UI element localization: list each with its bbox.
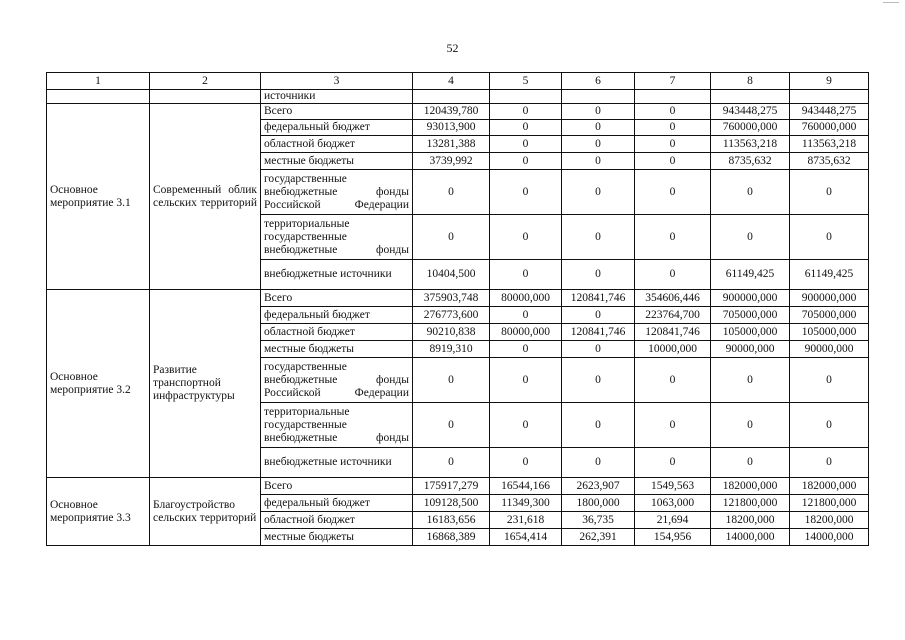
value-cell: 16183,656 [413,512,490,529]
value-cell: 0 [635,448,711,478]
empty-cell [150,90,261,104]
value-cell: 11349,300 [490,495,562,512]
value-cell: 375903,748 [413,290,490,307]
value-cell: 0 [413,170,490,215]
value-cell: 262,391 [562,529,635,546]
value-cell: 90000,000 [790,341,869,358]
table-body [47,73,869,546]
value-cell: 2623,907 [562,478,635,495]
source-cell: территориальные государственные внебюджетные фонды [261,215,413,260]
empty-cell [790,90,869,104]
empty-cell [562,90,635,104]
value-cell: 61149,425 [790,260,869,290]
source-cell: Всего [261,104,413,120]
value-cell: 0 [490,260,562,290]
value-cell: 0 [490,307,562,324]
value-cell: 10404,500 [413,260,490,290]
source-cell: федеральный бюджет [261,120,413,136]
value-cell: 105000,000 [711,324,790,341]
value-cell: 36,735 [562,512,635,529]
value-cell: 113563,218 [711,136,790,153]
value-cell: 1800,000 [562,495,635,512]
value-cell: 3739,992 [413,153,490,170]
source-cell: местные бюджеты [261,153,413,170]
value-cell: 0 [490,448,562,478]
source-cell: местные бюджеты [261,341,413,358]
source-cell: федеральный бюджет [261,307,413,324]
value-cell: 1654,414 [490,529,562,546]
value-cell: 0 [711,403,790,448]
value-cell: 231,618 [490,512,562,529]
value-cell: 0 [490,403,562,448]
value-cell: 276773,600 [413,307,490,324]
value-cell: 0 [711,358,790,403]
value-cell: 8735,632 [790,153,869,170]
value-cell: 0 [562,170,635,215]
value-cell: 14000,000 [711,529,790,546]
value-cell: 0 [790,448,869,478]
value-cell: 0 [490,341,562,358]
value-cell: 16868,389 [413,529,490,546]
value-cell: 0 [635,136,711,153]
value-cell: 0 [562,153,635,170]
column-header: 9 [790,73,869,90]
value-cell: 1063,000 [635,495,711,512]
value-cell: 0 [790,170,869,215]
value-cell: 0 [711,215,790,260]
header-row [47,73,869,90]
value-cell: 943448,275 [790,104,869,120]
source-cell: областной бюджет [261,512,413,529]
value-cell: 1549,563 [635,478,711,495]
value-cell: 0 [562,358,635,403]
column-header: 8 [711,73,790,90]
empty-cell [711,90,790,104]
value-cell: 0 [790,215,869,260]
value-cell: 113563,218 [790,136,869,153]
value-cell: 121800,000 [790,495,869,512]
source-cell: источники [261,90,413,104]
event-name-cell: Основное мероприятие 3.1 [47,104,150,290]
source-cell: Всего [261,290,413,307]
event-title-cell: Современный облик сельских территорий [150,104,261,290]
value-cell: 760000,000 [790,120,869,136]
value-cell: 705000,000 [711,307,790,324]
value-cell: 105000,000 [790,324,869,341]
value-cell: 0 [562,215,635,260]
value-cell: 0 [635,120,711,136]
value-cell: 0 [490,104,562,120]
budget-table [46,72,869,546]
value-cell: 0 [562,136,635,153]
value-cell: 0 [711,170,790,215]
value-cell: 8919,310 [413,341,490,358]
value-cell: 109128,500 [413,495,490,512]
value-cell: 900000,000 [790,290,869,307]
value-cell: 705000,000 [790,307,869,324]
value-cell: 120439,780 [413,104,490,120]
value-cell: 900000,000 [711,290,790,307]
source-cell: областной бюджет [261,324,413,341]
value-cell: 0 [562,307,635,324]
column-header: 3 [261,73,413,90]
source-cell: государственные внебюджетные фонды Российской Федерации [261,170,413,215]
source-cell: областной бюджет [261,136,413,153]
source-cell: местные бюджеты [261,529,413,546]
value-cell: 120841,746 [562,290,635,307]
value-cell: 223764,700 [635,307,711,324]
value-cell: 0 [490,120,562,136]
value-cell: 0 [562,120,635,136]
value-cell: 760000,000 [711,120,790,136]
event-title-cell: Благоустройство сельских территорий [150,478,261,546]
value-cell: 175917,279 [413,478,490,495]
value-cell: 943448,275 [711,104,790,120]
source-cell: Всего [261,478,413,495]
event-title-cell: Развитие транспортной инфраструктуры [150,290,261,478]
value-cell: 0 [562,104,635,120]
value-cell: 16544,166 [490,478,562,495]
table-row [47,104,869,120]
value-cell: 182000,000 [790,478,869,495]
value-cell: 121800,000 [711,495,790,512]
value-cell: 354606,446 [635,290,711,307]
value-cell: 0 [490,215,562,260]
value-cell: 154,956 [635,529,711,546]
corner-mark [883,2,899,3]
value-cell: 0 [490,153,562,170]
value-cell: 0 [413,403,490,448]
empty-cell [413,90,490,104]
column-header: 4 [413,73,490,90]
empty-cell [635,90,711,104]
value-cell: 61149,425 [711,260,790,290]
value-cell: 0 [635,104,711,120]
table-row [47,290,869,307]
source-cell: государственные внебюджетные фонды Российской Федерации [261,358,413,403]
source-cell: внебюджетные источники [261,260,413,290]
table-row [47,478,869,495]
source-cell: федеральный бюджет [261,495,413,512]
value-cell: 0 [635,215,711,260]
value-cell: 0 [490,170,562,215]
value-cell: 80000,000 [490,324,562,341]
value-cell: 0 [790,358,869,403]
empty-cell [490,90,562,104]
value-cell: 93013,900 [413,120,490,136]
column-header: 7 [635,73,711,90]
value-cell: 0 [490,358,562,403]
source-cell: внебюджетные источники [261,448,413,478]
value-cell: 0 [790,403,869,448]
value-cell: 0 [562,260,635,290]
page-number: 52 [446,41,459,55]
event-name-cell: Основное мероприятие 3.3 [47,478,150,546]
value-cell: 0 [635,170,711,215]
value-cell: 80000,000 [490,290,562,307]
value-cell: 0 [635,153,711,170]
value-cell: 120841,746 [562,324,635,341]
event-name-cell: Основное мероприятие 3.2 [47,290,150,478]
value-cell: 0 [562,403,635,448]
value-cell: 120841,746 [635,324,711,341]
column-header: 1 [47,73,150,90]
value-cell: 0 [711,448,790,478]
value-cell: 18200,000 [711,512,790,529]
value-cell: 0 [413,215,490,260]
value-cell: 0 [635,358,711,403]
value-cell: 13281,388 [413,136,490,153]
value-cell: 0 [490,136,562,153]
column-header: 5 [490,73,562,90]
column-header: 6 [562,73,635,90]
value-cell: 10000,000 [635,341,711,358]
value-cell: 0 [413,358,490,403]
value-cell: 14000,000 [790,529,869,546]
continued-row [47,90,869,104]
value-cell: 0 [562,341,635,358]
value-cell: 90000,000 [711,341,790,358]
value-cell: 0 [562,448,635,478]
value-cell: 21,694 [635,512,711,529]
empty-cell [47,90,150,104]
value-cell: 0 [413,448,490,478]
value-cell: 18200,000 [790,512,869,529]
value-cell: 0 [635,403,711,448]
value-cell: 8735,632 [711,153,790,170]
value-cell: 182000,000 [711,478,790,495]
source-cell: территориальные государственные внебюджетные фонды [261,403,413,448]
value-cell: 0 [635,260,711,290]
column-header: 2 [150,73,261,90]
value-cell: 90210,838 [413,324,490,341]
